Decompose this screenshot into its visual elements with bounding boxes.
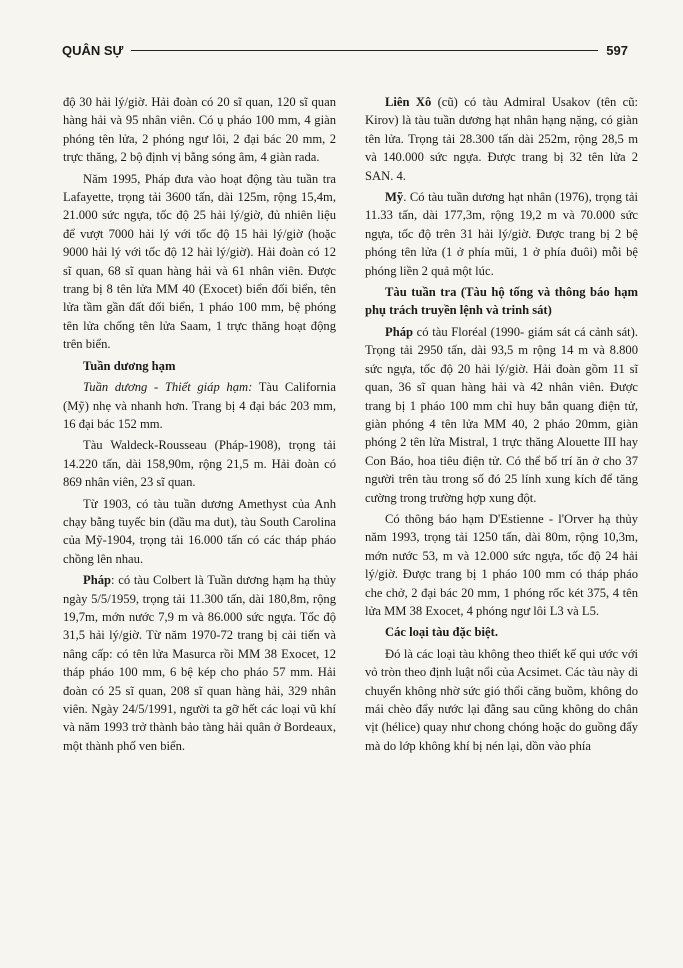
paragraph-text: Tàu Waldeck-Rousseau (Pháp-1908), trọng tải 14.220 tấn, dài 158,90m, rộng 21,5 m. Hải đoàn có 869 nhân viên, 23 sĩ quan. [63, 438, 336, 490]
paragraph-text: Có thông báo hạm D'Estienne - l'Orver hạ thủy năm 1993, trọng tải 1250 tấn, dài 80m, rộng 10,3m, mớn nước 53, m và 12.000 sức ngựa, tốc độ 24 hải lý/giờ. Được trang bị 1 pháo 100 mm có tháp pháo che chở, 2 đại bác 20 mm, 1 phóng rốc két 375, 4 tên lửa MM 38 Exocet, 4 phóng ngư lôi L3 và L5. [365, 511, 638, 618]
paragraph-text: có tàu Floréal (1990- giám sát cá cảnh sát). Trọng tải 2950 tấn, dài 93,5 m rộng 14 m và 8.800 sức ngựa, tốc độ 20 hải lý/giờ. Hải đoàn gồm 11 sĩ quan, 36 sĩ quan hàng hải và 42 nhân viên. Được trang bị 1 pháo 100 mm chỉ huy bắn quang điện tử, giàn phóng 4 tên lửa MM 40, 2 pháo 20mm, giàn phóng 2 tên lửa Mistral, 1 trực thăng Alouette III hay Con Báo, hoa tiêu điện tử. Có thể bố trí ăn ở cho 37 người trên tàu trong số đó 25 lính xung kích để tăng cường trong trường hợp xung đột. [365, 324, 638, 505]
bold-lead: Pháp [83, 573, 111, 588]
paragraph [63, 495, 336, 569]
section-heading: Các loại tàu đặc biệt. [385, 625, 498, 640]
section-heading: Tuần dương hạm [83, 358, 176, 373]
bold-lead: Pháp [385, 324, 413, 339]
paragraph-text: độ 30 hải lý/giờ. Hải đoàn có 20 sĩ quan, 120 sĩ quan hàng hải và 95 nhân viên. Có ụ pháo 100 mm, 4 giàn phóng tên lửa, 2 phóng ngư lôi, 2 đại bác 20 mm, 2 trực thăng, 2 bộ định vị bằng sóng âm, 4 giàn rada. [63, 95, 336, 165]
paragraph [365, 93, 638, 185]
running-header [62, 40, 628, 60]
paragraph-text: Từ 1903, có tàu tuần dương Amethyst của Anh chạy bằng tuyếc bin (dầu ma dut), tàu South Carolina của Mỹ-1904, trọng tải 16.000 tấn có các tháp pháo chồng lên nhau. [63, 496, 336, 566]
paragraph-text: Năm 1995, Pháp đưa vào hoạt động tàu tuần tra Lafayette, trọng tải 3600 tấn, dài 125m, rộng 15,4m, 21.000 sức ngựa, tốc độ 25 hải lý/giờ, đủ nhiên liệu để vượt 7000 hải lý với tốc độ 15 hải lý/giờ (hoặc 9000 hải lý với tốc độ 12 hải lý/giờ). Hải đoàn có 12 sĩ quan, 68 sĩ quan hàng hải và 61 nhân viên. Được trang bị 8 tên lửa MM 40 (Exocet) biển đối biển, tên lửa tầm gần đất đối biển, 1 pháo 100 mm, bệ phóng tên lửa chống tên lửa Saam, 1 trực thăng hoạt động trên biển. [63, 171, 336, 352]
paragraph [63, 93, 336, 167]
page-number: 597 [606, 42, 628, 58]
bold-lead: Liên Xô [385, 95, 432, 109]
paragraph [365, 645, 638, 755]
paragraph-text: (cũ) có tàu Admiral Usakov (tên cũ: Kirov) là tàu tuần dương hạt nhân hạng nặng, có giàn tên lửa. Trọng tải 28.300 tấn dài 252m, rộng 28,5 m và 140.000 sức ngựa. Được trang bị 32 tên lửa 2 SAN. 4. [365, 95, 638, 183]
italic-lead: Tuần dương - Thiết giáp hạm: [83, 380, 253, 395]
paragraph [63, 436, 336, 491]
paragraph [365, 188, 638, 280]
paragraph [365, 323, 638, 507]
paragraph-text: Tàu California (Mỹ) nhẹ và nhanh hơn. Trang bị 4 đại bác 203 mm, 16 đại bác 152 mm. [63, 380, 336, 431]
header-rule [131, 50, 598, 51]
section-title: QUÂN SỰ [62, 42, 124, 58]
right-column [365, 93, 638, 758]
paragraph-text: : có tàu Colbert là Tuần dương hạm hạ thủy ngày 5/5/1959, trọng tải 11.300 tấn, dài 180,8m, rộng 19,7m, mớn nước 7,9 m và 86.000 sức ngựa. Tốc độ 31,5 hải lý/giờ. Từ năm 1970-72 trang bị cải tiến và nâng cấp: có tên lửa Masurca rồi MM 38 Exocet, 12 tháp pháo 100 mm, 6 bệ kép cho pháo 57 mm. Hải đoàn có 25 sĩ quan, 208 sĩ quan hàng hải, 329 nhân viên. Ngày 24/5/1991, người ta gỡ hết các loại vũ khí và năm 1993 trở thành bảo tàng hải quân ở Bordeaux, một thành phố ven biển. [63, 573, 336, 753]
paragraph [63, 170, 336, 354]
paragraph [63, 571, 336, 755]
paragraph-text: Đó là các loại tàu không theo thiết kế qui ước với vỏ tròn theo định luật nổi của Acsimet. Các tàu này di chuyển không nhờ sức gió thổi căng buồm, không do mái chèo đẩy nước lại đằng sau cũng không do chân vịt (hélice) quay như chong chóng hoặc do guồng đẩy mà do lớp không khí bị nén lại, dồn vào phía [365, 646, 638, 753]
section-heading: Tàu tuần tra (Tàu hộ tống và thông báo hạm phụ trách truyền lệnh và trinh sát) [365, 285, 638, 318]
paragraph [63, 378, 336, 433]
paragraph [365, 510, 638, 620]
bold-lead: Mỹ [385, 190, 404, 205]
paragraph-text: . Có tàu tuần dương hạt nhân (1976), trọng tải 11.33 tấn, dài 177,3m, rộng 19,2 m và 70.000 sức ngựa, tốc độ trên 31 hải lý/giờ. Được trang bị 2 bệ phóng tên lửa (1 ở phía mũi, 1 ở phía đuôi) mỗi bệ phóng liền 2 quả một lúc. [365, 190, 638, 278]
left-column [63, 93, 336, 758]
